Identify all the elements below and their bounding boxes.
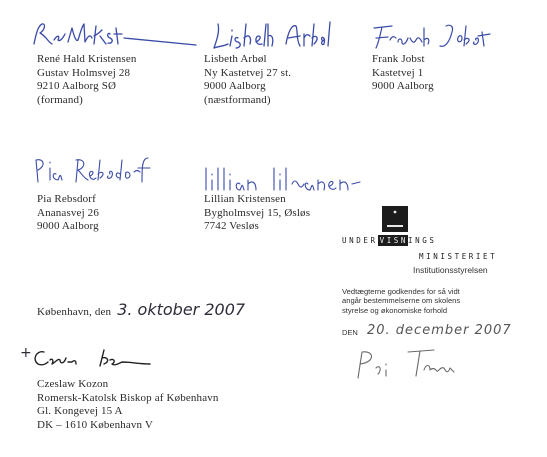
signature-rene-hald-kristensen — [30, 14, 200, 56]
signatory-lisbeth — [204, 53, 291, 107]
crown-emblem-icon — [382, 206, 408, 232]
approval-text-line: angår bestemmelserne om skolens — [342, 296, 461, 306]
ministry-name-line2: MINISTERIET — [419, 252, 498, 261]
signatory-name: Lisbeth Arbøl — [204, 53, 267, 65]
signatory-city: 9210 Aalborg SØ — [37, 80, 117, 92]
signatory-frank — [372, 53, 434, 94]
bishop-address: Gl. Kongevej 15 A — [37, 405, 123, 417]
approval-handwritten-date: 20. december 2007 — [367, 323, 512, 338]
signatory-address: Kastetvej 1 — [372, 66, 424, 79]
signatory-rene — [37, 53, 137, 107]
signatory-city: 9000 Aalborg — [372, 80, 434, 92]
signature-ministry-official — [352, 346, 472, 382]
signatory-name: Lillian Kristensen — [204, 193, 286, 205]
signatory-role: (næstformand) — [204, 93, 271, 106]
approval-text-line: Vedtægterne godkendes for så vidt — [342, 287, 460, 296]
signature-frank-jobst — [370, 18, 500, 54]
signatory-pia — [37, 193, 99, 234]
approval-den-label: DEN — [342, 328, 358, 337]
signatory-address: Bygholmsvej 15, Øsløs — [204, 206, 311, 219]
signature-pia-rebsdorf — [30, 152, 160, 188]
approval-text — [342, 287, 460, 315]
signature-czeslaw-kozon — [30, 346, 160, 372]
signature-lisbeth-arbol — [210, 16, 340, 58]
signatory-city: 9000 Aalborg — [204, 80, 266, 92]
signatory-name: Frank Jobst — [372, 53, 425, 65]
signatory-address: Ananasvej 26 — [37, 206, 99, 219]
bishop-title: Romersk-Katolsk Biskop af København — [37, 391, 219, 404]
signatory-name: Pia Rebsdorf — [37, 193, 96, 205]
signatory-role: (formand) — [37, 93, 83, 106]
cross-mark: + — [20, 345, 32, 361]
date-prefix: København, den — [37, 306, 112, 318]
approval-text-line: styrelse og økonomiske forhold — [342, 305, 448, 315]
bishop-block — [37, 378, 219, 432]
signatory-address: Gustav Holmsvej 28 — [37, 66, 131, 79]
signatory-address: Ny Kastetvej 27 st. — [204, 66, 292, 79]
ministry-name-box: VISN — [379, 236, 409, 245]
signatory-name: René Hald Kristensen — [37, 53, 137, 65]
date-line — [37, 300, 245, 320]
signatory-lillian — [204, 193, 310, 234]
bishop-name: Czeslaw Kozon — [37, 378, 109, 390]
bishop-city: DK – 1610 København V — [37, 418, 153, 431]
ministry-name-line1: UNDER VISNINGS — [342, 236, 437, 245]
signatory-city: 9000 Aalborg — [37, 220, 99, 232]
handwritten-date: 3. oktober 2007 — [117, 300, 246, 319]
ministry-agency: Institutionsstyrelsen — [413, 265, 488, 275]
signatory-city: 7742 Vesløs — [204, 220, 259, 232]
